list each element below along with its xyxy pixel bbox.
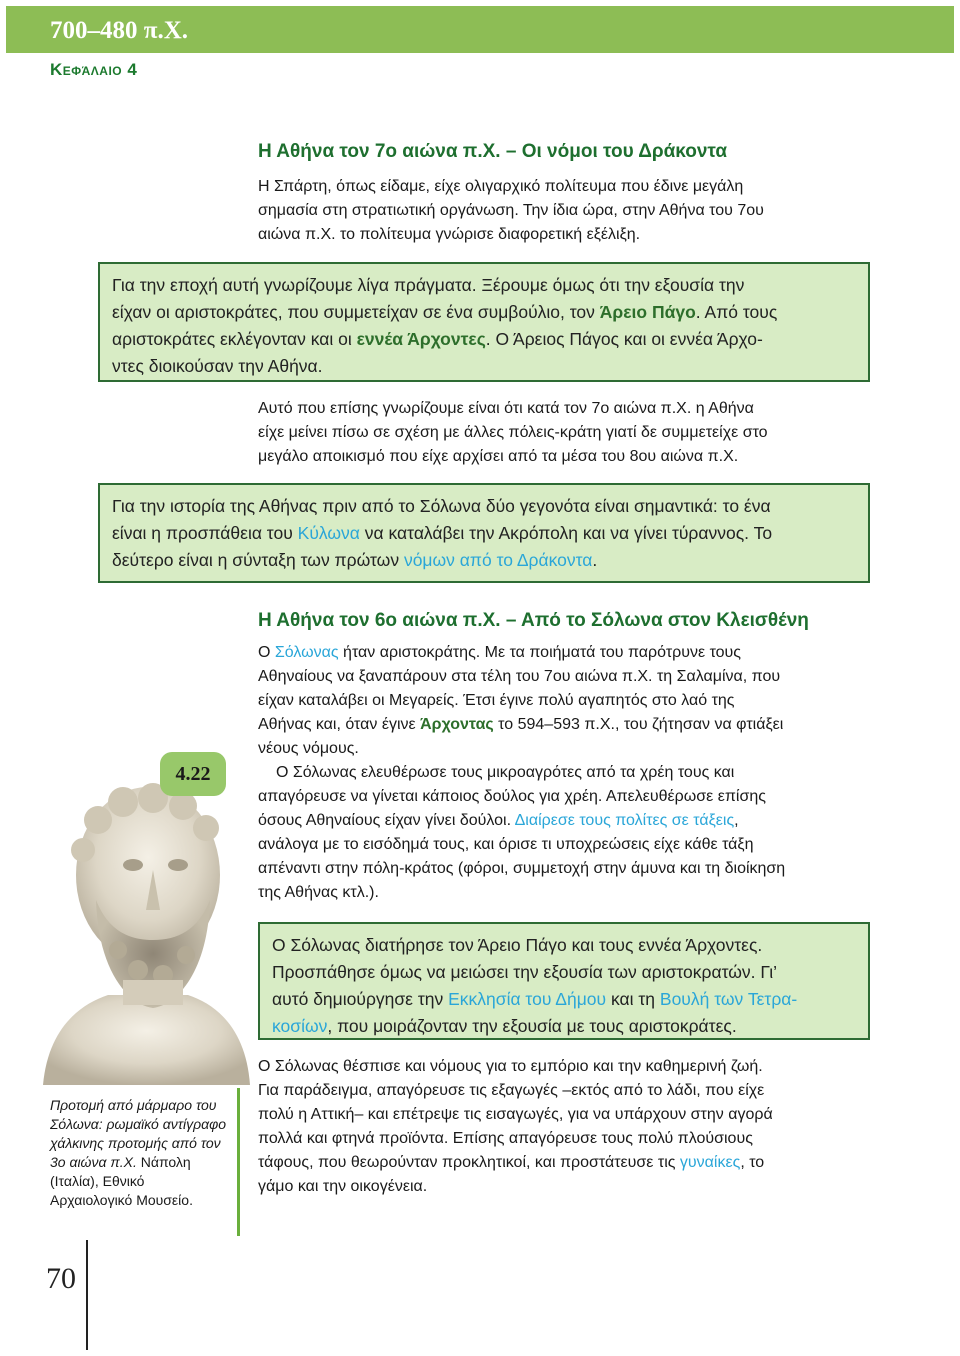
text-line: Ο Σόλωνας ελευθέρωσε τους μικροαγρότες από τα χρέη τους και xyxy=(276,764,735,781)
summary-box-aristocracy xyxy=(98,262,870,382)
text-line: Αυτό που επίσης γνωρίζουμε είναι ότι κατά τον 7ο αιώνα π.Χ. η Αθήνα xyxy=(258,400,754,417)
text-line: αυτό δημιούργησε την Εκκλησία του Δήμου και τη Βουλή των Τετρα- xyxy=(272,989,798,1009)
keyword-classes: Διαίρεσε τους πολίτες σε τάξεις xyxy=(514,812,735,829)
text-line: Ο Σόλωνας θέσπισε και νόμους για το εμπόριο και την καθημερινή ζωή. xyxy=(258,1058,763,1075)
keyword-kylon: Κύλωνα xyxy=(297,523,360,543)
keyword-boule-cont: κοσίων xyxy=(272,1016,328,1036)
text-line: Για την εποχή αυτή γνωρίζουμε λίγα πράγματα. Ξέρουμε όμως ότι την εξουσία την xyxy=(112,275,745,295)
text-line: πολύ η Αττική– και επέτρεψε τις εισαγωγές, για να υπάρχουν στην αγορά xyxy=(258,1106,773,1123)
keyword-boule: Βουλή των Τετρα- xyxy=(659,989,798,1009)
summary-box-before-solon xyxy=(98,483,870,583)
text-line: αριστοκράτες εκλέγονταν και οι εννέα Άρχοντες. Ο Άρειος Πάγος και οι εννέα Άρχο- xyxy=(112,329,763,349)
text-line: είχε μείνει πίσω σε σχέση με άλλες πόλεις-κράτη γιατί δε συμμετείχε στο xyxy=(258,424,768,441)
text-line: όσους Αθηναίους είχαν γίνει δούλοι. Διαίρεσε τους πολίτες σε τάξεις, xyxy=(258,812,739,829)
text-line: πολλά και φτηνά προϊόντα. Επίσης απαγόρευσε τους πολύ πλούσιους xyxy=(258,1130,753,1147)
summary-box-solon-reforms xyxy=(258,922,870,1040)
solon-bust-photo xyxy=(38,780,253,1085)
text-line: δεύτερο είναι η σύνταξη των πρώτων νόμων από το Δράκοντα. xyxy=(112,550,598,570)
text-line: Η Σπάρτη, όπως είδαμε, είχε ολιγαρχικό πολίτευμα που έδινε μεγάλη xyxy=(258,178,744,195)
text-line: μεγάλο αποικισμό που είχε αρχίσει από τα μέσα του 8ου αιώνα π.Χ. xyxy=(258,448,739,465)
solon-laws-paragraph xyxy=(258,1055,773,1199)
keyword-ekklesia: Εκκλησία του Δήμου xyxy=(448,989,607,1009)
figure-number-badge: 4.22 xyxy=(160,752,226,796)
keyword-archon: Άρχοντας xyxy=(420,716,494,733)
text-line: είναι η προσπάθεια του Κύλωνα να καταλάβει την Ακρόπολη και να γίνει τύραννος. Το xyxy=(112,523,773,543)
figure-caption xyxy=(40,1088,240,1236)
text-line: Αθηναίους να ξαναπάρουν στα τέλη του 7ου αιώνα π.Χ. τη Σαλαμίνα, που xyxy=(258,668,781,685)
text-line: Ο Σόλωνας ήταν αριστοκράτης. Με τα ποιήματά του παρότρυνε τους xyxy=(258,644,742,661)
solon-paragraph-2 xyxy=(258,761,785,905)
text-line: Για την ιστορία της Αθήνας πριν από το Σόλωνα δύο γεγονότα είναι σημαντικά: το ένα xyxy=(112,496,771,516)
text-line: Προσπάθησε όμως να μειώσει την εξουσία των αριστοκρατών. Γι’ xyxy=(272,962,778,982)
text-line: απέναντι στην πόλη-κράτος (φόροι, συμμετοχή στην άμυνα και τη διοίκηση xyxy=(258,860,786,877)
text-line: νέους νόμους. xyxy=(258,740,359,757)
keyword-draco-laws: νόμων από το Δράκοντα xyxy=(403,550,593,570)
text-line: Για παράδειγμα, απαγόρευσε τις εξαγωγές –εκτός από το λάδι, που είχε xyxy=(258,1082,765,1099)
text-line: σημασία στη στρατιωτική οργάνωση. Την ίδια ώρα, στην Αθήνα του 7ου xyxy=(258,202,764,219)
intro-paragraph xyxy=(258,175,764,247)
caption-italic: Προτομή από μάρμαρο του Σόλωνα: ρωμαϊκό αντίγραφο χάλκινης προτομής από τον 3ο αιώνα π.Χ. xyxy=(50,1097,226,1170)
section-heading-7th-century: Η Αθήνα τον 7ο αιώνα π.Χ. – Οι νόμοι του Δράκοντα xyxy=(258,141,728,162)
header-title: 700–480 π.Χ. xyxy=(50,17,189,44)
chapter-label: Κεφάλαιο 4 xyxy=(50,60,138,79)
text-line: είχαν καταλάβει οι Μεγαρείς. Έτσι έγινε πολύ αγαπητός στο λαό της xyxy=(258,692,735,709)
solon-paragraph-1 xyxy=(258,641,783,761)
text-line: αιώνα π.Χ. το πολίτευμα γνώρισε διαφορετική εξέλιξη. xyxy=(258,226,641,243)
keyword-nine-archons: εννέα Άρχοντες xyxy=(356,329,486,349)
text-line: γάμο και την οικογένεια. xyxy=(258,1178,428,1195)
keyword-women: γυναίκες xyxy=(679,1154,741,1171)
text-line: κοσίων, που μοιράζονταν την εξουσία με τους αριστοκράτες. xyxy=(272,1016,737,1036)
colonization-paragraph xyxy=(258,397,768,469)
section-heading-6th-century: Η Αθήνα τον 6ο αιώνα π.Χ. – Από το Σόλωνα στον Κλεισθένη xyxy=(258,610,809,631)
caption-location: Νάπολη (Ιταλία), Εθνικό Αρχαιολογικό Μουσείο. xyxy=(50,1154,193,1208)
keyword-solon: Σόλωνας xyxy=(274,644,339,661)
text-line: Ο Σόλωνας διατήρησε τον Άρειο Πάγο και τους εννέα Άρχοντες. xyxy=(272,935,763,955)
text-line: απαγόρευσε να γίνεται κάποιος δούλος για χρέη. Απελευθέρωσε επίσης xyxy=(258,788,766,805)
text-line: τάφους, που θεωρούνταν προκλητικοί, και προστάτευσε τις γυναίκες, το xyxy=(258,1154,765,1171)
text-line: είχαν οι αριστοκράτες, που συμμετείχαν σε ένα συμβούλιο, τον Άρειο Πάγο. Από τους xyxy=(112,302,778,322)
text-line: ανάλογα με το εισόδημά τους, και όρισε τι υποχρεώσεις είχε κάθε τάξη xyxy=(258,836,754,853)
text-line: της Αθήνας κτλ.). xyxy=(258,884,379,901)
page-number: 70 xyxy=(46,1262,76,1295)
page-number-rule xyxy=(86,1240,88,1350)
text-line: ντες διοικούσαν την Αθήνα. xyxy=(112,356,323,376)
text-line: Αθήνας και, όταν έγινε Άρχοντας το 594–593 π.Χ., του ζήτησαν να φτιάξει xyxy=(258,716,784,733)
keyword-areios-pagos: Άρειο Πάγο xyxy=(599,302,696,322)
